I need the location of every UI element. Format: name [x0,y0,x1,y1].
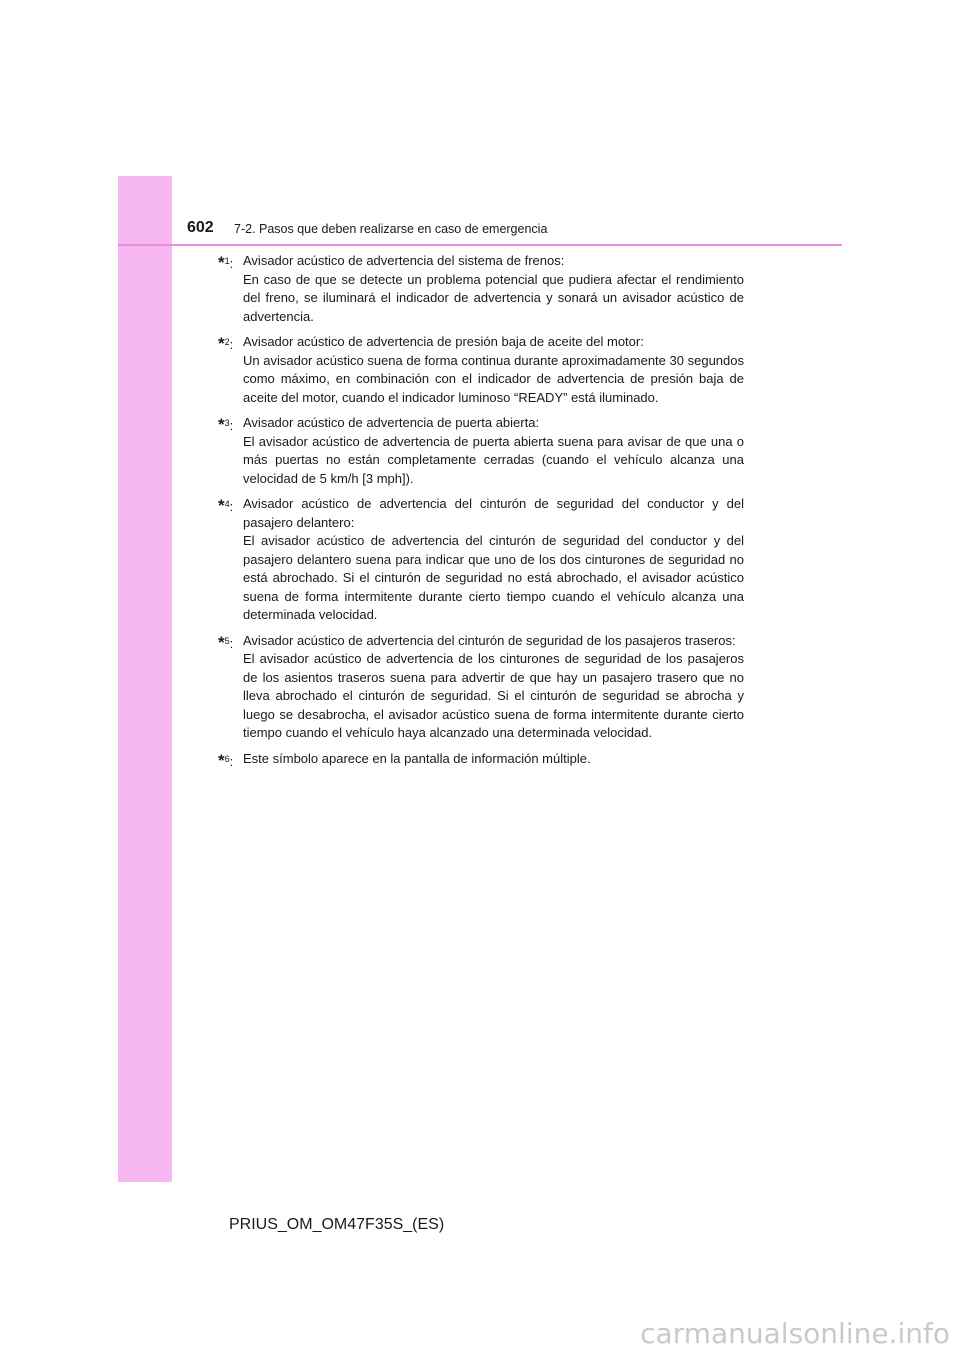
footnote-heading: Avisador acústico de advertencia del sistema de frenos: [243,253,565,268]
footnote-marker: *$^5$: [218,632,234,652]
footnote-marker: *$^4$: [218,496,234,515]
footnote-number: 1 [224,256,230,266]
footnote-number: 6 [224,753,230,764]
footnote-number: 4 [224,499,230,509]
footnote-body: El avisador acústico de advertencia del cinturón de seguridad del conductor y del pasajero delantero suena para indicar que uno de los dos cinturones de seguridad no está abrochado. Si el cinturón de seguridad no está abrochado, el avisador acústico suena de forma intermitente durante cierto tiempo cuando el vehículo alcanza una determinada velocidad. [243,533,744,622]
asterisk-icon: * [218,415,225,434]
footnotes-list [218,252,744,775]
asterisk-icon: * [218,334,225,353]
footnote-4 [218,495,744,625]
asterisk-icon: * [218,750,225,770]
footnote-number: 5 [224,635,230,646]
footnote-body: Un avisador acústico suena de forma continua durante aproximadamente 30 segundos como máximo, en combinación con el indicador de advertencia de presión baja de aceite del motor, cuando el indicador luminoso “READY” está iluminado. [243,352,744,405]
footnote-body: En caso de que se detecte un problema potencial que pudiera afectar el rendimiento del freno, se iluminará el indicador de advertencia y sonará un avisador acústico de advertencia. [243,271,744,324]
section-title: 7-2. Pasos que deben realizarse en caso de emergencia [234,222,548,236]
watermark-link[interactable]: carmanualsonline.info [640,1317,950,1350]
footnote-marker: *$^1$: [218,253,234,272]
footnote-body: El avisador acústico de advertencia de los cinturones de seguridad de los pasajeros de los asientos traseros suena para advertir de que hay un pasajero trasero que no lleva abrochado el cinturón de seguridad. Si el cinturón de seguridad se abrocha y luego se desabrocha, el avisador acústico suena de forma intermitente durante cierto tiempo cuando el vehículo haya alcanzado una determinada velocidad. [243,651,744,740]
header-rule [118,244,842,246]
asterisk-icon: * [218,496,225,515]
document-code: PRIUS_OM_OM47F35S_(ES) [229,1216,445,1233]
footnote-2 [218,333,744,407]
footnote-heading: Avisador acústico de advertencia de puerta abierta: [243,415,540,430]
footnote-5 [218,632,744,743]
footnote-marker: *$^2$: [218,334,234,353]
side-color-bar [118,176,172,1182]
page-number: 602 [187,219,214,236]
footnote-number: 3 [224,418,230,428]
asterisk-icon: * [218,632,225,652]
footnote-3 [218,414,744,488]
footnote-heading: Este símbolo aparece en la pantalla de información múltiple. [243,750,591,766]
footnote-1 [218,252,744,326]
footnote-body: El avisador acústico de advertencia de puerta abierta suena para avisar de que una o más puertas no están completamente cerradas (cuando el vehículo alcanza una velocidad de 5 km/h [3 mph]). [243,433,744,486]
footnote-marker: *$^3$: [218,415,234,434]
footnote-heading: Avisador acústico de advertencia del cinturón de seguridad de los pasajeros traseros: [243,632,736,648]
asterisk-icon: * [218,253,225,272]
footnote-heading: Avisador acústico de advertencia del cinturón de seguridad del conductor y del pasajero delantero: [243,496,744,530]
footnote-6 [218,750,744,769]
footnote-heading: Avisador acústico de advertencia de presión baja de aceite del motor: [243,334,644,349]
footnote-marker: *$^6$: [218,750,234,770]
footnote-number: 2 [224,337,230,347]
